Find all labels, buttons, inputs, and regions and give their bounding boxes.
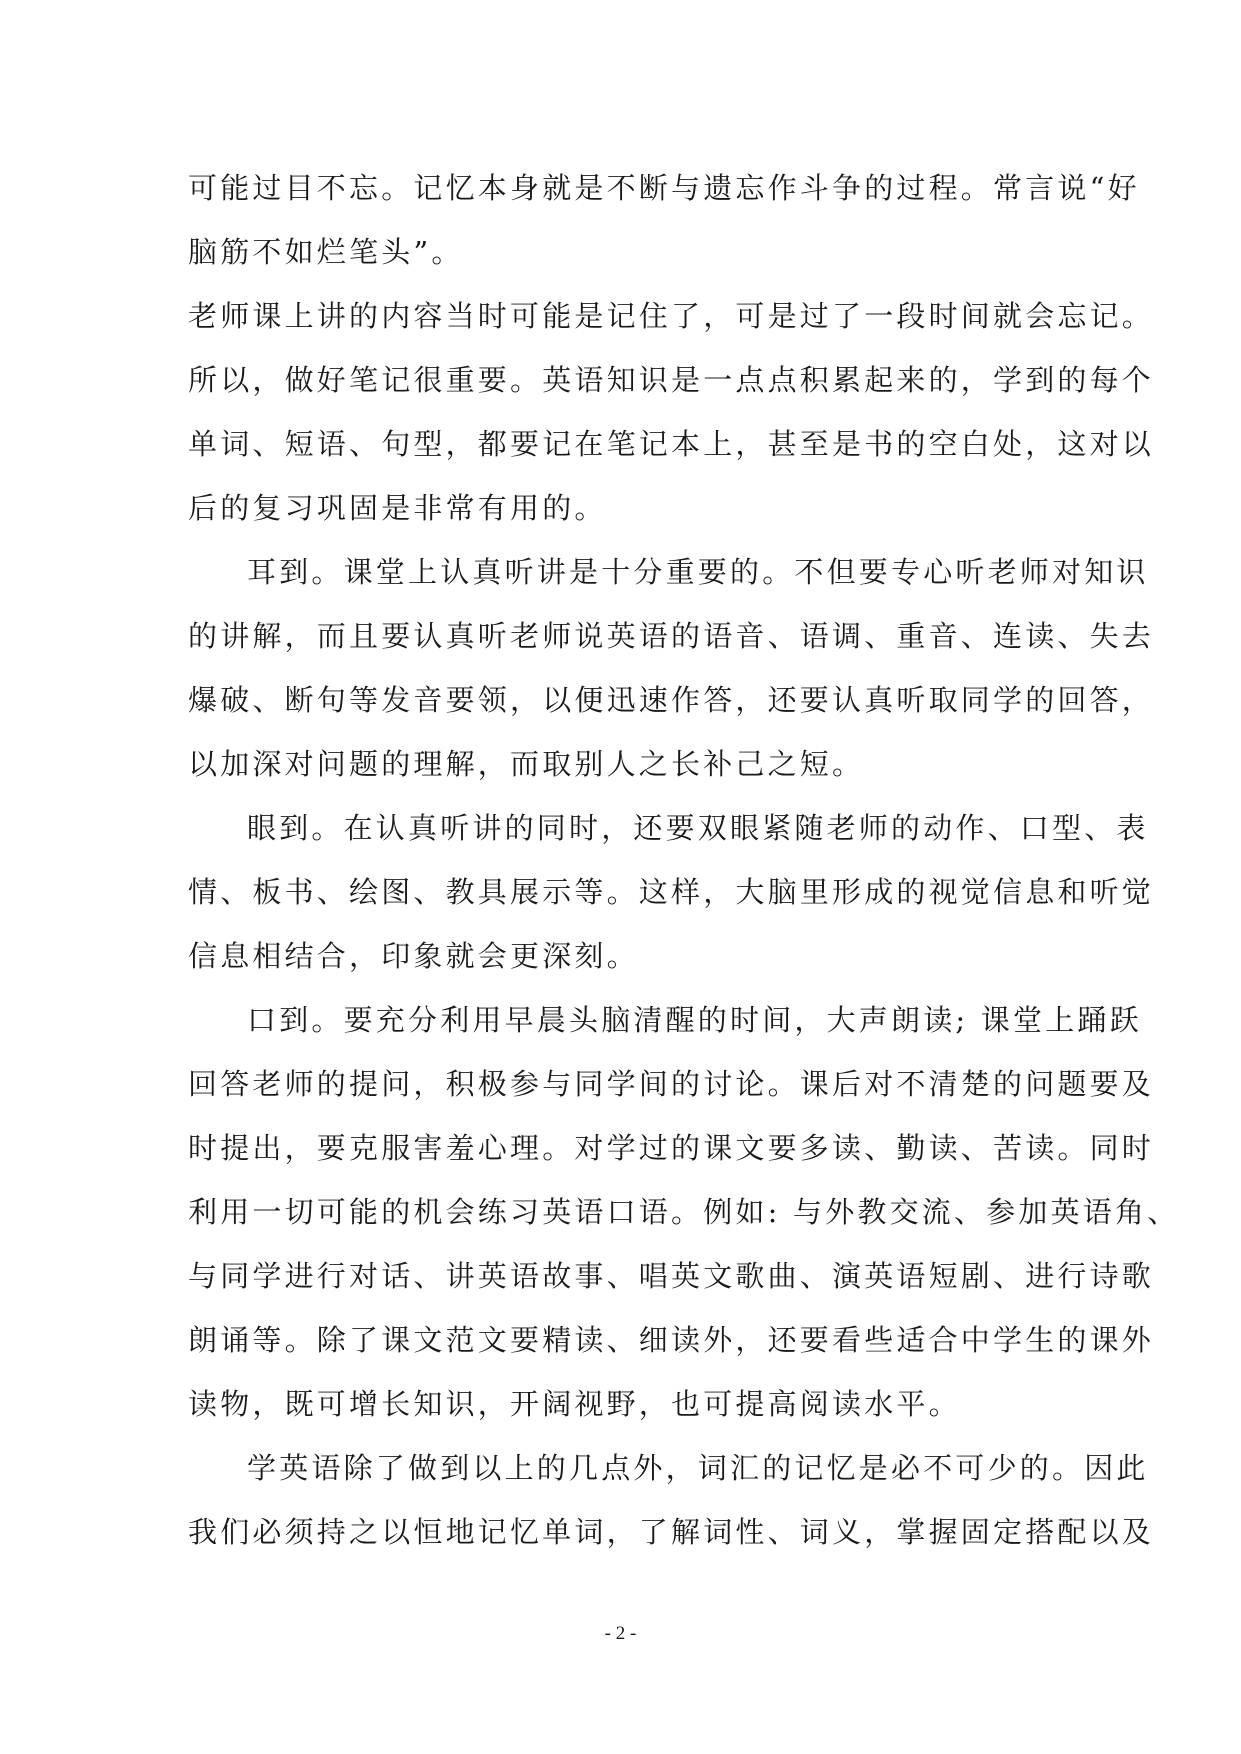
text-line: 以加深对问题的理解，而取别人之长补己之短。	[188, 747, 865, 781]
text-line: 情、板书、绘图、教具展示等。这样，大脑里形成的视觉信息和听觉	[188, 875, 1155, 909]
text-line: 回答老师的提问，积极参与同学间的讨论。课后对不清楚的问题要及	[188, 1067, 1155, 1101]
text-line: 朗诵等。除了课文范文要精读、细读外，还要看些适合中学生的课外	[188, 1323, 1155, 1357]
text-line: 后的复习巩固是非常有用的。	[188, 491, 607, 525]
text-line: 信息相结合，印象就会更深刻。	[188, 939, 639, 973]
text-line: 利用一切可能的机会练习英语口语。例如: 与外教交流、参加英语角、	[188, 1195, 1180, 1229]
text-line: 单词、短语、句型，都要记在笔记本上，甚至是书的空白处，这对以	[188, 427, 1155, 461]
text-line: 的讲解，而且要认真听老师说英语的语音、语调、重音、连读、失去	[188, 619, 1155, 653]
text-line: 脑筋不如烂笔头”。	[188, 235, 464, 269]
paragraph-first-line: 耳到。课堂上认真听讲是十分重要的。不但要专心听老师对知识	[247, 555, 1149, 589]
text-line: 我们必须持之以恒地记忆单词，了解词性、词义，掌握固定搭配以及	[188, 1515, 1155, 1549]
paragraph-first-line: 眼到。在认真听讲的同时，还要双眼紧随老师的动作、口型、表	[247, 811, 1149, 845]
text-line: 爆破、断句等发音要领，以便迅速作答，还要认真听取同学的回答，	[188, 683, 1155, 717]
paragraph-first-line: 学英语除了做到以上的几点外，词汇的记忆是必不可少的。因此	[247, 1451, 1149, 1485]
text-line: 与同学进行对话、讲英语故事、唱英文歌曲、演英语短剧、进行诗歌	[188, 1259, 1155, 1293]
text-line: 时提出，要克服害羞心理。对学过的课文要多读、勤读、苦读。同时	[188, 1131, 1155, 1165]
page-number: - 2 -	[604, 1623, 637, 1644]
text-line: 所以，做好笔记很重要。英语知识是一点点积累起来的，学到的每个	[188, 363, 1155, 397]
text-line: 可能过目不忘。记忆本身就是不断与遗忘作斗争的过程。常言说“好	[188, 171, 1140, 205]
text-line: 读物，既可增长知识，开阔视野，也可提高阅读水平。	[188, 1387, 961, 1421]
text-line: 老师课上讲的内容当时可能是记住了，可是过了一段时间就会忘记。	[188, 299, 1155, 333]
paragraph-first-line: 口到。要充分利用早晨头脑清醒的时间，大声朗读; 课堂上踊跃	[247, 1003, 1142, 1037]
